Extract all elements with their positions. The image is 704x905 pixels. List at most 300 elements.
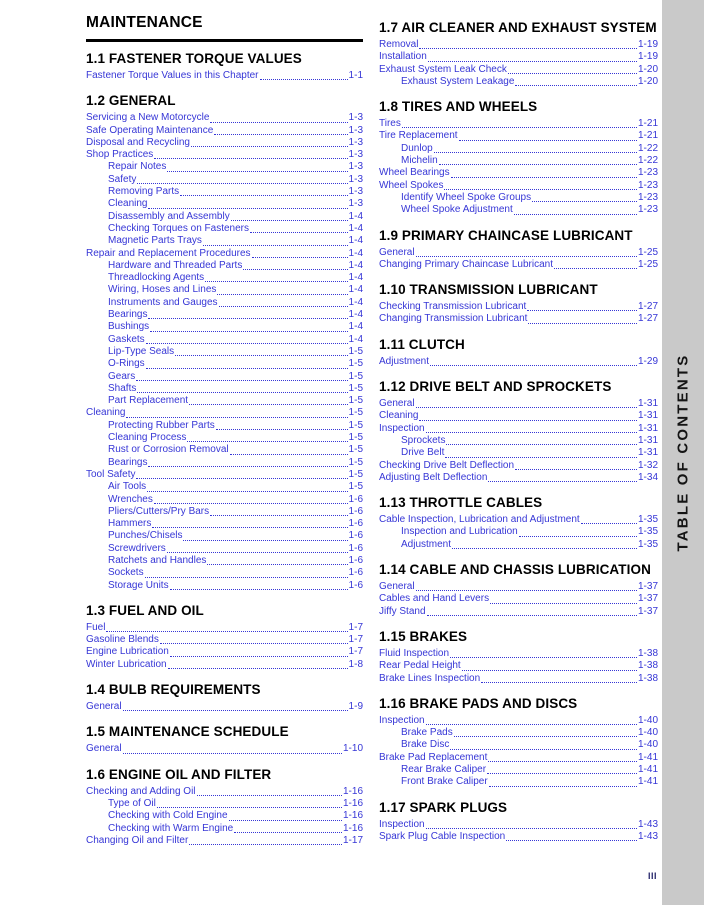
toc-entry[interactable] (86, 743, 363, 755)
toc-entry[interactable] (379, 606, 658, 618)
toc-entry-label: Bushings (108, 321, 150, 333)
toc-entry-label: General (86, 743, 122, 755)
toc-section (86, 682, 363, 713)
toc-entry[interactable] (86, 371, 363, 383)
toc-entry[interactable] (86, 223, 363, 235)
dot-leader (528, 323, 637, 324)
dot-leader (451, 177, 637, 178)
toc-entry-page: 1-22 (637, 155, 658, 167)
toc-entry-page: 1-5 (348, 382, 363, 394)
toc-entry-label: Checking and Adding Oil (86, 785, 196, 797)
toc-entry-label: Wheel Bearings (379, 167, 450, 179)
toc-entry-label: Safe Operating Maintenance (86, 124, 214, 136)
section-entries (379, 118, 658, 216)
title-rule (86, 39, 363, 42)
toc-entry[interactable] (86, 432, 363, 444)
dot-leader (146, 343, 348, 344)
toc-entry-label: Bearings (108, 309, 148, 321)
toc-entry[interactable] (86, 137, 363, 149)
dot-leader (152, 527, 347, 528)
toc-entry-page: 1-37 (637, 593, 658, 605)
dot-leader (180, 195, 347, 196)
toc-entry[interactable] (86, 543, 363, 555)
toc-entry[interactable] (379, 831, 658, 843)
toc-entry[interactable] (379, 660, 658, 672)
toc-entry-page: 1-7 (348, 634, 363, 646)
dot-leader (157, 807, 342, 808)
toc-entry-label: Hammers (108, 518, 152, 530)
toc-entry[interactable] (379, 167, 658, 179)
toc-entry[interactable] (86, 506, 363, 518)
section-heading: 1.5 MAINTENANCE SCHEDULE (86, 724, 289, 740)
section-entries (86, 743, 363, 755)
toc-entry[interactable] (86, 70, 363, 82)
dot-leader (205, 281, 347, 282)
toc-entry[interactable] (379, 593, 658, 605)
toc-entry[interactable] (86, 235, 363, 247)
toc-entry-label: General (86, 701, 122, 713)
dot-leader (490, 603, 637, 604)
toc-entry-label: Adjusting Belt Deflection (379, 471, 488, 483)
dot-leader (187, 441, 347, 442)
toc-entry[interactable] (379, 423, 658, 435)
section-heading: 1.11 CLUTCH (379, 336, 465, 352)
toc-entry-page: 1-29 (637, 355, 658, 367)
dot-leader (191, 146, 348, 147)
toc-entry-page: 1-5 (348, 407, 363, 419)
toc-entry-page: 1-4 (348, 309, 363, 321)
toc-entry-page: 1-20 (637, 75, 658, 87)
section-entries (379, 356, 658, 368)
toc-entry[interactable] (86, 810, 363, 822)
toc-entry-page: 1-9 (348, 701, 363, 713)
toc-entry[interactable] (379, 727, 658, 739)
dot-leader (416, 256, 637, 257)
toc-entry-label: Inspection (379, 422, 425, 434)
dot-leader (203, 245, 348, 246)
toc-entry-page: 1-6 (348, 518, 363, 530)
toc-entry[interactable] (379, 715, 658, 727)
dot-leader (581, 523, 637, 524)
toc-entry-label: O-Rings (108, 358, 145, 370)
toc-entry[interactable] (86, 297, 363, 309)
toc-entry-page: 1-40 (637, 727, 658, 739)
toc-entry-label: Front Brake Caliper (401, 776, 488, 788)
toc-entry-page: 1-16 (342, 785, 363, 797)
toc-entry-label: Cable Inspection, Lubrication and Adjustment (379, 514, 580, 526)
toc-entry[interactable] (86, 211, 363, 223)
toc-entry-label: Hardware and Threaded Parts (108, 259, 243, 271)
toc-entry[interactable] (379, 64, 658, 76)
toc-entry[interactable] (86, 407, 363, 419)
dot-leader (243, 269, 347, 270)
table-of-contents-tab (662, 0, 704, 905)
toc-section (379, 282, 658, 326)
dot-leader (148, 466, 347, 467)
toc-entry[interactable] (379, 51, 658, 63)
toc-entry-label: Cleaning Process (108, 432, 187, 444)
dot-leader (439, 164, 637, 165)
dot-leader (519, 536, 637, 537)
toc-entry-page: 1-4 (348, 235, 363, 247)
toc-entry[interactable] (86, 260, 363, 272)
toc-entry[interactable] (86, 530, 363, 542)
toc-entry-label: Engine Lubrication (86, 646, 169, 658)
toc-entry-page: 1-7 (348, 646, 363, 658)
dot-leader (450, 749, 637, 750)
toc-entry[interactable] (86, 198, 363, 210)
toc-entry-page: 1-4 (348, 296, 363, 308)
toc-entry[interactable] (379, 356, 658, 368)
toc-entry[interactable] (379, 398, 658, 410)
toc-entry[interactable] (379, 581, 658, 593)
toc-entry-page: 1-40 (637, 714, 658, 726)
dot-leader (150, 331, 347, 332)
dot-leader (183, 540, 347, 541)
dot-leader (419, 420, 637, 421)
toc-entry-page: 1-38 (637, 660, 658, 672)
toc-entry[interactable] (379, 155, 658, 167)
toc-entry-page: 1-5 (348, 358, 363, 370)
toc-entry-label: Cleaning (86, 407, 126, 419)
toc-section (86, 603, 363, 671)
toc-entry-label: Tool Safety (86, 468, 136, 480)
toc-entry-label: Lip-Type Seals (108, 345, 175, 357)
toc-entry-page: 1-4 (348, 272, 363, 284)
toc-entry-label: Safety (108, 173, 137, 185)
toc-entry-page: 1-23 (637, 179, 658, 191)
toc-entry-label: Jiffy Stand (379, 605, 426, 617)
toc-entry-page: 1-8 (348, 658, 363, 670)
toc-entry[interactable] (379, 514, 658, 526)
toc-entry-label: Changing Transmission Lubricant (379, 313, 528, 325)
toc-entry-page: 1-22 (637, 142, 658, 154)
toc-entry-label: Air Tools (108, 481, 147, 493)
toc-entry-label: Brake Pad Replacement (379, 751, 488, 763)
toc-entry-label: Checking Torques on Fasteners (108, 222, 250, 234)
toc-entry-label: Checking with Cold Engine (108, 810, 228, 822)
toc-entry-page: 1-6 (348, 542, 363, 554)
toc-entry[interactable] (379, 313, 658, 325)
toc-entry-label: Changing Oil and Filter (86, 834, 189, 846)
dot-leader (137, 183, 347, 184)
dot-leader (189, 404, 348, 405)
toc-entry-label: Rust or Corrosion Removal (108, 444, 229, 456)
toc-entry-page: 1-5 (348, 345, 363, 357)
dot-leader (454, 736, 637, 737)
toc-entry[interactable] (86, 334, 363, 346)
toc-entry-label: Gaskets (108, 333, 145, 345)
toc-entry[interactable] (86, 555, 363, 567)
toc-entry[interactable] (86, 149, 363, 161)
dot-leader (446, 444, 637, 445)
dot-leader (170, 589, 348, 590)
toc-entry[interactable] (86, 112, 363, 124)
toc-entry[interactable] (86, 622, 363, 634)
toc-entry-page: 1-4 (348, 210, 363, 222)
dot-leader (136, 478, 347, 479)
toc-entry[interactable] (86, 346, 363, 358)
toc-entry-page: 1-25 (637, 246, 658, 258)
toc-entry-page: 1-4 (348, 247, 363, 259)
toc-entry-page: 1-4 (348, 222, 363, 234)
toc-entry-label: Brake Lines Inspection (379, 672, 481, 684)
toc-entry[interactable] (86, 567, 363, 579)
dot-leader (488, 761, 637, 762)
toc-entry-page: 1-4 (348, 333, 363, 345)
toc-entry[interactable] (86, 835, 363, 847)
dot-leader (170, 656, 348, 657)
toc-section (379, 20, 658, 88)
toc-entry-page: 1-34 (637, 471, 658, 483)
toc-entry[interactable] (86, 125, 363, 137)
toc-entry[interactable] (379, 410, 658, 422)
toc-entry[interactable] (379, 764, 658, 776)
section-heading: 1.6 ENGINE OIL AND FILTER (86, 766, 272, 782)
dot-leader (445, 457, 637, 458)
dot-leader (508, 73, 637, 74)
toc-entry[interactable] (86, 786, 363, 798)
toc-entry[interactable] (379, 118, 658, 130)
toc-section (379, 800, 658, 844)
toc-entry[interactable] (379, 435, 658, 447)
section-entries (86, 112, 363, 592)
dot-leader (148, 318, 347, 319)
toc-entry-label: Gasoline Blends (86, 634, 159, 646)
toc-section (379, 696, 658, 789)
toc-entry[interactable] (379, 447, 658, 459)
toc-section (86, 724, 363, 755)
toc-entry-label: Shop Practices (86, 149, 154, 161)
dot-leader (214, 134, 347, 135)
toc-entry[interactable] (379, 76, 658, 88)
toc-entry-label: Cables and Hand Levers (379, 593, 490, 605)
section-entries (86, 786, 363, 847)
section-entries (86, 622, 363, 671)
dot-leader (515, 85, 637, 86)
toc-entry[interactable] (86, 823, 363, 835)
toc-entry[interactable] (86, 272, 363, 284)
dot-leader (426, 724, 637, 725)
toc-entry-label: Removal (379, 39, 419, 50)
dot-leader (487, 773, 637, 774)
dot-leader (506, 840, 637, 841)
toc-entry-page: 1-3 (348, 149, 363, 161)
toc-entry-page: 1-27 (637, 301, 658, 313)
toc-entry-page: 1-35 (637, 514, 658, 526)
toc-entry[interactable] (379, 192, 658, 204)
toc-entry[interactable] (379, 648, 658, 660)
toc-entry[interactable] (86, 248, 363, 260)
toc-entry-page: 1-19 (637, 39, 658, 50)
section-entries (379, 648, 658, 685)
page-title: MAINTENANCE (86, 14, 203, 31)
toc-entry-page: 1-23 (637, 167, 658, 179)
section-entries (379, 301, 658, 326)
toc-entry[interactable] (379, 673, 658, 685)
toc-section (379, 99, 658, 216)
toc-entry[interactable] (379, 130, 658, 142)
toc-entry[interactable] (86, 634, 363, 646)
toc-entry-page: 1-21 (637, 118, 658, 130)
dot-leader (419, 48, 637, 49)
toc-entry[interactable] (86, 444, 363, 456)
toc-entry[interactable] (379, 739, 658, 751)
toc-entry-page: 1-1 (348, 70, 363, 81)
toc-entry-page: 1-4 (348, 284, 363, 296)
dot-leader (160, 643, 348, 644)
toc-entry-label: Inspection (379, 714, 425, 726)
toc-entry-label: General (379, 246, 415, 258)
toc-entry-page: 1-25 (637, 258, 658, 270)
toc-column-right (379, 12, 658, 843)
toc-entry[interactable] (86, 798, 363, 810)
toc-entry[interactable] (86, 383, 363, 395)
toc-entry-page: 1-3 (348, 186, 363, 198)
toc-entry[interactable] (379, 180, 658, 192)
toc-entry-page: 1-5 (348, 456, 363, 468)
toc-entry[interactable] (379, 776, 658, 788)
toc-entry[interactable] (379, 247, 658, 259)
toc-entry-label: General (379, 581, 415, 593)
toc-entry[interactable] (86, 186, 363, 198)
toc-entry-page: 1-41 (637, 776, 658, 788)
dot-leader (189, 844, 342, 845)
toc-entry[interactable] (379, 204, 658, 216)
toc-column-left (86, 12, 363, 847)
dot-leader (532, 201, 637, 202)
toc-entry-page: 1-41 (637, 763, 658, 775)
toc-entry[interactable] (86, 646, 363, 658)
toc-entry-label: Pliers/Cutters/Pry Bars (108, 505, 210, 517)
toc-section (379, 228, 658, 272)
dot-leader (137, 392, 347, 393)
toc-entry-label: Wrenches (108, 493, 153, 505)
toc-entry-label: Exhaust System Leakage (401, 75, 515, 87)
toc-entry-label: Storage Units (108, 579, 169, 591)
toc-entry[interactable] (379, 526, 658, 538)
toc-entry[interactable] (86, 420, 363, 432)
toc-entry[interactable] (379, 39, 658, 51)
toc-entry-label: Inspection and Lubrication (401, 526, 518, 538)
section-entries (379, 39, 658, 88)
toc-entry-label: Adjustment (401, 538, 452, 550)
toc-entry-label: Rear Pedal Height (379, 660, 461, 672)
section-entries (86, 701, 363, 713)
dot-leader (402, 127, 637, 128)
toc-entry-page: 1-31 (637, 398, 658, 410)
toc-entry[interactable] (86, 321, 363, 333)
dot-leader (515, 469, 637, 470)
toc-entry-label: Servicing a New Motorcycle (86, 112, 210, 124)
section-entries (379, 581, 658, 618)
toc-entry-label: Brake Disc (401, 739, 450, 751)
toc-entry[interactable] (86, 494, 363, 506)
toc-entry-page: 1-43 (637, 830, 658, 842)
toc-entry-page: 1-3 (348, 161, 363, 173)
dot-leader (167, 171, 347, 172)
dot-leader (250, 232, 348, 233)
toc-entry-page: 1-37 (637, 581, 658, 593)
dot-leader (167, 552, 348, 553)
section-heading: 1.16 BRAKE PADS AND DISCS (379, 695, 578, 711)
toc-entry-page: 1-5 (348, 419, 363, 431)
dot-leader (234, 832, 342, 833)
toc-entry-page: 1-31 (637, 422, 658, 434)
toc-entry[interactable] (379, 143, 658, 155)
toc-entry[interactable] (86, 580, 363, 592)
toc-entry[interactable] (86, 701, 363, 713)
dot-leader (514, 214, 637, 215)
dot-leader (154, 503, 348, 504)
toc-entry-page: 1-4 (348, 321, 363, 333)
toc-section (86, 767, 363, 847)
toc-entry[interactable] (86, 395, 363, 407)
toc-entry[interactable] (86, 469, 363, 481)
toc-entry[interactable] (86, 358, 363, 370)
toc-entry-page: 1-31 (637, 434, 658, 446)
toc-entry[interactable] (379, 259, 658, 271)
section-heading: 1.12 DRIVE BELT AND SPROCKETS (379, 379, 612, 395)
toc-entry[interactable] (86, 457, 363, 469)
dot-leader (430, 365, 637, 366)
dot-leader (527, 310, 637, 311)
toc-entry-page: 1-23 (637, 204, 658, 216)
toc-entry[interactable] (86, 309, 363, 321)
dot-leader (489, 786, 637, 787)
dot-leader (462, 670, 637, 671)
toc-entry-page: 1-10 (342, 743, 363, 755)
toc-entry[interactable] (379, 752, 658, 764)
section-heading: 1.14 CABLE AND CHASSIS LUBRICATION (379, 562, 651, 578)
toc-entry[interactable] (379, 472, 658, 484)
dot-leader (175, 355, 347, 356)
toc-entry-page: 1-16 (342, 797, 363, 809)
dot-leader (106, 631, 347, 632)
toc-entry-label: Type of Oil (108, 797, 156, 809)
dot-leader (231, 220, 348, 221)
toc-entry[interactable] (86, 174, 363, 186)
section-entries (86, 70, 363, 82)
toc-entry[interactable] (379, 539, 658, 551)
toc-entry-label: Punches/Chisels (108, 530, 183, 542)
toc-entry-label: Part Replacement (108, 395, 189, 407)
dot-leader (554, 268, 637, 269)
toc-entry[interactable] (86, 518, 363, 530)
toc-entry-page: 1-3 (348, 112, 363, 124)
toc-entry-page: 1-17 (342, 834, 363, 846)
dot-leader (148, 208, 347, 209)
toc-entry-label: Sprockets (401, 434, 446, 446)
toc-entry-page: 1-7 (348, 621, 363, 633)
toc-entry[interactable] (86, 659, 363, 671)
toc-entry-page: 1-21 (637, 130, 658, 142)
toc-entry[interactable] (379, 301, 658, 313)
toc-section (379, 562, 658, 618)
dot-leader (147, 491, 347, 492)
toc-entry-label: Checking Transmission Lubricant (379, 301, 527, 313)
toc-entry-page: 1-3 (348, 124, 363, 136)
toc-entry[interactable] (86, 481, 363, 493)
toc-entry[interactable] (379, 819, 658, 831)
toc-entry[interactable] (86, 284, 363, 296)
toc-entry-page: 1-20 (637, 63, 658, 75)
dot-leader (207, 564, 347, 565)
toc-entry[interactable] (86, 161, 363, 173)
toc-entry[interactable] (379, 460, 658, 472)
page-number: III (647, 871, 657, 881)
toc-entry-label: Wiring, Hoses and Lines (108, 284, 217, 296)
